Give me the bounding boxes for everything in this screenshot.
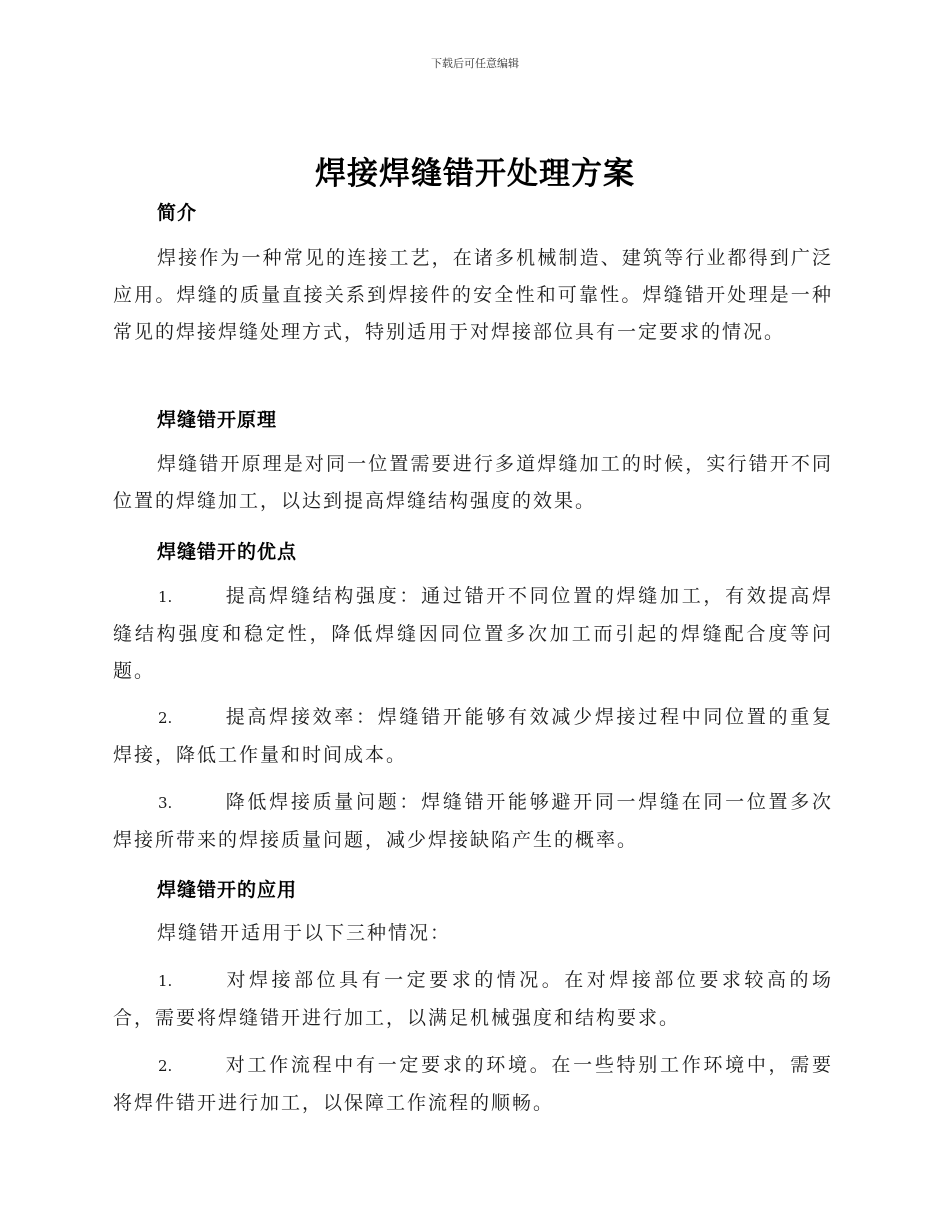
- application-item-1: [113, 962, 833, 1037]
- section-heading-intro: 简介: [157, 202, 198, 224]
- document-title: 焊接焊缝错开处理方案: [315, 156, 635, 192]
- list-text: 对焊接部位具有一定要求的情况。在对焊接部位要求较高的场合，需要将焊缝错开进行加工，以满足机械强度和结构要求。: [113, 969, 833, 1029]
- list-number: 2.: [158, 1057, 173, 1075]
- intro-paragraph: 焊接作为一种常见的连接工艺，在诸多机械制造、建筑等行业都得到广泛应用。焊缝的质量直接关系到焊接件的安全性和可靠性。焊缝错开处理是一种常见的焊接焊缝处理方式，特别适用于对焊接部位具有一定要求的情况。: [113, 247, 833, 343]
- list-number: 2.: [158, 709, 173, 727]
- section-heading-principle: 焊缝错开原理: [157, 409, 278, 431]
- list-number: 1.: [158, 588, 173, 606]
- advantage-item-1: [113, 578, 833, 690]
- principle-paragraph: 焊缝错开原理是对同一位置需要进行多道焊缝加工的时候，实行错开不同位置的焊缝加工，以达到提高焊缝结构强度的效果。: [113, 453, 833, 512]
- section-heading-applications: 焊缝错开的应用: [157, 879, 298, 901]
- list-text: 对工作流程中有一定要求的环境。在一些特别工作环境中，需要将焊件错开进行加工，以保障工作流程的顺畅。: [113, 1054, 833, 1114]
- list-number: 1.: [158, 972, 173, 990]
- list-text: 提高焊接效率：焊缝错开能够有效减少焊接过程中同位置的重复焊接，降低工作量和时间成本。: [113, 706, 833, 766]
- list-text: 提高焊缝结构强度：通过错开不同位置的焊缝加工，有效提高焊缝结构强度和稳定性，降低焊缝因同位置多次加工而引起的焊缝配合度等问题。: [113, 585, 833, 682]
- list-number: 3.: [158, 794, 173, 812]
- page-header-note: 下载后可任意编辑: [431, 57, 519, 70]
- section-heading-advantages: 焊缝错开的优点: [157, 541, 298, 563]
- advantage-item-3: [113, 784, 833, 859]
- applications-intro: 焊缝错开适用于以下三种情况：: [157, 922, 452, 944]
- advantage-item-2: [113, 699, 833, 774]
- application-item-2: [113, 1047, 833, 1122]
- list-text: 降低焊接质量问题：焊缝错开能够避开同一焊缝在同一位置多次焊接所带来的焊接质量问题，减少焊接缺陷产生的概率。: [113, 791, 833, 851]
